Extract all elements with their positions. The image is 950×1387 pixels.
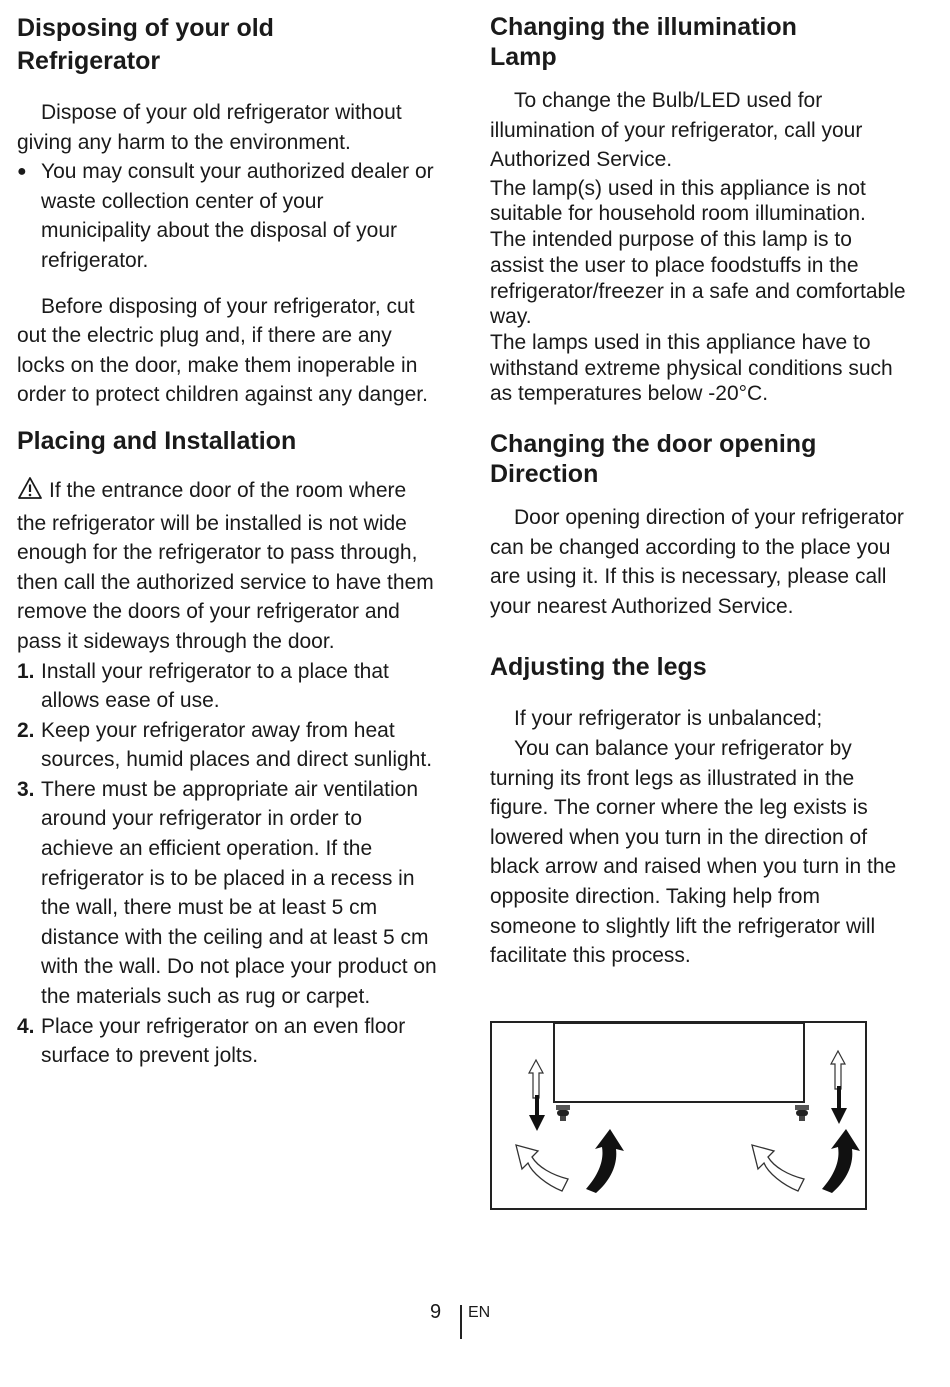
item-number: 2. bbox=[17, 718, 35, 742]
legs-title: Adjusting the legs bbox=[490, 653, 707, 682]
item-number: 4. bbox=[17, 1014, 35, 1038]
lamp-title-line1: Changing the illumination bbox=[490, 13, 797, 41]
dispose-title-line2: Refrigerator bbox=[17, 47, 161, 75]
door-text: Door opening direction of your refrigerator can be changed according to the place you are using it. If this is necessary, please call your nearest Authorized Service. bbox=[490, 506, 904, 618]
list-item bbox=[17, 657, 437, 716]
left-column bbox=[17, 0, 437, 1071]
lamp-p2: The intended purpose of this lamp is to assist the user to place foodstuffs in the refrigerator/freezer in a safe and comfortable way. bbox=[490, 228, 906, 329]
up-arrow-icon bbox=[831, 1051, 845, 1089]
list-item bbox=[17, 775, 437, 1012]
lamp-title bbox=[490, 12, 910, 72]
list-item: ● You may consult your authorized dealer or waste collection center of your municipality about the disposal of your refrigerator. bbox=[17, 157, 437, 275]
door-title-line1: Changing the door opening bbox=[490, 430, 817, 459]
item-text: Keep your refrigerator away from heat sources, humid places and direct sunlight. bbox=[41, 718, 433, 772]
dispose-bullets bbox=[17, 157, 437, 275]
door-title bbox=[490, 429, 910, 489]
page-number: 9 bbox=[430, 1301, 442, 1323]
lamp-title-line2: Lamp bbox=[490, 43, 557, 71]
warning-icon bbox=[17, 476, 43, 509]
rotate-left-icon bbox=[752, 1145, 804, 1191]
item-number: 3. bbox=[17, 777, 35, 801]
legs-p2: You can balance your refrigerator by turning its front legs as illustrated in the figure. The corner where the leg exists is lowered when you turn in the direction of black arrow and raised when you turn in the opposite direction. Taking help from someone to slightly lift the refrigerator will facilitate this process. bbox=[490, 737, 897, 968]
warning-text: If the entrance door of the room where the refrigerator will be installed is not wide enough for the refrigerator to pass through, then call the authorized service to have them remove the doors of your refrigerator and pass it sideways through the door. bbox=[17, 478, 434, 653]
dispose-title bbox=[17, 12, 437, 78]
rotate-right-icon bbox=[822, 1129, 860, 1193]
dispose-para2: Before disposing of your refrigerator, cut out the electric plug and, if there are any locks on the door, make them inoperable in order to protect children against any danger. bbox=[17, 294, 428, 407]
item-text: Place your refrigerator on an even floor surface to prevent jolts. bbox=[41, 1014, 406, 1068]
dispose-intro: Dispose of your old refrigerator without giving any harm to the environment. bbox=[17, 101, 402, 154]
placing-list bbox=[17, 657, 437, 1071]
down-arrow-icon bbox=[831, 1086, 847, 1124]
rotate-left-icon bbox=[516, 1145, 568, 1191]
item-text: Install your refrigerator to a place that allows ease of use. bbox=[41, 659, 389, 713]
item-text: There must be appropriate air ventilation around your refrigerator in order to achieve an efficient operation. If the refrigerator is to be placed in a recess in the wall, there must be at least 5 cm distance with the ceiling and at least 5 cm with the wall. Do not place your product on the materials such as rug or carpet. bbox=[41, 777, 437, 1009]
right-column bbox=[490, 0, 910, 971]
list-item bbox=[17, 1012, 437, 1071]
left-foot-icon bbox=[556, 1105, 570, 1121]
list-item bbox=[17, 716, 437, 775]
language-label: EN bbox=[468, 1304, 491, 1321]
right-foot-icon bbox=[795, 1105, 809, 1121]
dispose-title-line1: Disposing of your old bbox=[17, 14, 274, 42]
placing-warning bbox=[17, 476, 437, 657]
up-arrow-icon bbox=[529, 1060, 543, 1098]
legs-p1: If your refrigerator is unbalanced; bbox=[514, 707, 823, 731]
item-number: 1. bbox=[17, 659, 35, 683]
door-title-line2: Direction bbox=[490, 460, 599, 489]
placing-title: Placing and Installation bbox=[17, 426, 297, 455]
down-arrow-icon bbox=[529, 1095, 545, 1131]
lamp-intro: To change the Bulb/LED used for illumination of your refrigerator, call your Authorized Service. bbox=[490, 89, 863, 172]
legs-figure bbox=[490, 1021, 867, 1210]
lamp-details bbox=[490, 176, 910, 407]
rotate-right-icon bbox=[586, 1129, 624, 1193]
lamp-p3: The lamps used in this appliance have to withstand extreme physical conditions such as temperatures below -20°C. bbox=[490, 331, 893, 406]
lamp-p1: The lamp(s) used in this appliance is not suitable for household room illumination. bbox=[490, 176, 866, 226]
footer-divider bbox=[460, 1305, 462, 1339]
